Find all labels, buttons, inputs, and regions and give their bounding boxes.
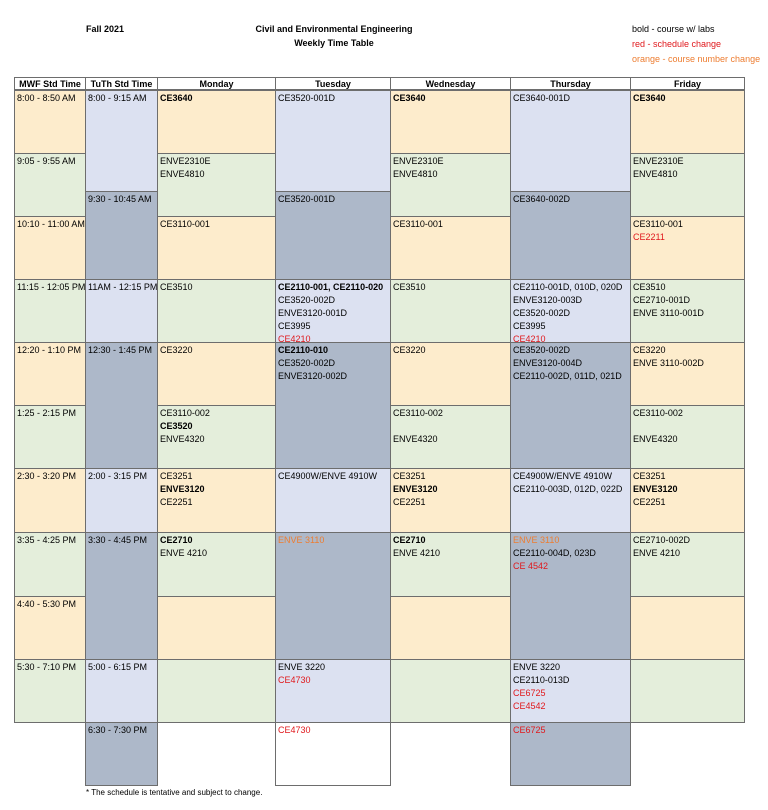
course-line: ENVE4320 [393, 434, 438, 444]
course-line: CE4210 [513, 334, 546, 343]
tuth-time-cell [85, 191, 158, 280]
course-line: CE3110-001 [393, 219, 443, 229]
course-line: 3:30 - 4:45 PM [88, 535, 148, 545]
page-subtitle: Weekly Time Table [294, 38, 374, 48]
course-line: CE4210 [278, 334, 311, 343]
course-line: CE2211 [633, 232, 665, 242]
thursday-slot-cell [510, 90, 631, 192]
course-line: CE3251 [160, 471, 193, 481]
course-line: CE 4542 [513, 561, 549, 571]
course-line: ENVE 3110 [278, 535, 325, 545]
course-line: ENVE2310E [160, 156, 211, 166]
course-line: CE6725 [513, 688, 546, 698]
tuesday-slot-cell [275, 532, 391, 660]
course-line: ENVE4320 [160, 434, 205, 444]
tuth-time-cell [85, 468, 158, 533]
course-line: CE2710 [393, 535, 426, 545]
monday-slot-cell [157, 659, 276, 723]
course-line: CE3995 [513, 321, 546, 331]
course-line: ENVE4810 [160, 169, 205, 179]
course-line: ENVE3120-002D [278, 371, 348, 381]
course-line: CE3220 [633, 345, 666, 355]
wednesday-slot-cell [390, 659, 511, 723]
course-line: CE4730 [278, 675, 311, 685]
mwf-time-cell [14, 279, 86, 343]
course-line: CE3510 [393, 282, 426, 292]
course-line: 4:40 - 5:30 PM [17, 599, 77, 609]
course-line: CE3251 [393, 471, 426, 481]
tuesday-slot-cell [275, 342, 391, 469]
monday-slot-cell [157, 405, 276, 469]
legend-bold: bold - course w/ labs [632, 24, 715, 34]
course-line: 11AM - 12:15 PM [88, 282, 158, 292]
mwf-time-cell [14, 90, 86, 154]
friday-slot-cell [630, 216, 745, 280]
course-line: CE3520-001D [278, 194, 336, 204]
column-header: Monday [157, 77, 276, 90]
tuesday-slot-cell [275, 90, 391, 192]
course-line: ENVE 3110-001D [633, 308, 704, 318]
wednesday-slot-cell [390, 342, 511, 406]
thursday-slot-cell [510, 659, 631, 723]
course-line: CE3220 [160, 345, 193, 355]
column-header: TuTh Std Time [85, 77, 158, 90]
course-line: CE2110-003D, 012D, 022D [513, 484, 623, 494]
mwf-time-cell [14, 216, 86, 280]
course-line: CE3110-002 [393, 408, 443, 418]
course-line: CE2710-001D [633, 295, 691, 305]
column-header: MWF Std Time [14, 77, 86, 90]
course-line: 8:00 - 8:50 AM [17, 93, 76, 103]
term-label: Fall 2021 [86, 24, 125, 34]
course-line: CE3640 [160, 93, 193, 103]
course-line: CE3640-002D [513, 194, 571, 204]
course-line: CE2110-013D [513, 675, 570, 685]
tuth-time-cell [85, 90, 158, 192]
monday-slot-cell [157, 216, 276, 280]
monday-slot-cell [157, 342, 276, 406]
course-line: 2:30 - 3:20 PM [17, 471, 77, 481]
wednesday-slot-cell [390, 468, 511, 533]
course-line: CE2110-001, CE2110-020 [278, 282, 384, 292]
course-line: 12:20 - 1:10 PM [17, 345, 82, 355]
course-line: 10:10 - 11:00 AM [17, 219, 85, 229]
course-line: CE2251 [633, 497, 666, 507]
course-line: ENVE4810 [633, 169, 678, 179]
page-title: Civil and Environmental Engineering [255, 24, 413, 34]
course-line: CE3520-001D [278, 93, 336, 103]
course-line: CE4542 [513, 701, 546, 711]
friday-slot-cell [630, 153, 745, 217]
course-line: ENVE3120 [393, 484, 438, 494]
course-line: ENVE3120 [160, 484, 205, 494]
course-line: CE3251 [633, 471, 666, 481]
wednesday-slot-cell [390, 153, 511, 217]
friday-slot-cell [630, 90, 745, 154]
course-line: 9:30 - 10:45 AM [88, 194, 152, 204]
column-header: Friday [630, 77, 745, 90]
mwf-time-cell [14, 532, 86, 597]
course-line: CE2110-001D, 010D, 020D [513, 282, 623, 292]
course-line: ENVE 4210 [160, 548, 208, 558]
monday-slot-cell [157, 532, 276, 597]
footnote: * The schedule is tentative and subject to change. [86, 788, 263, 797]
column-header: Thursday [510, 77, 631, 90]
friday-slot-cell [630, 405, 745, 469]
mwf-time-cell [14, 342, 86, 406]
course-line: CE2251 [393, 497, 426, 507]
course-line: ENVE 3110-002D [633, 358, 704, 368]
course-line: CE2110-010 [278, 345, 329, 355]
course-line: CE3110-002 [633, 408, 683, 418]
course-line: CE3995 [278, 321, 311, 331]
column-header: Wednesday [390, 77, 511, 90]
column-header: Tuesday [275, 77, 391, 90]
monday-slot-cell [157, 90, 276, 154]
course-line: ENVE3120-003D [513, 295, 583, 305]
legend-orange: orange - course number change [632, 54, 761, 64]
course-line: CE3520-002D [513, 345, 571, 355]
friday-slot-cell [630, 532, 745, 597]
course-line: ENVE 3220 [278, 662, 326, 672]
course-line: CE2110-004D, 023D [513, 548, 596, 558]
monday-slot-cell [157, 468, 276, 533]
course-line: 9:05 - 9:55 AM [17, 156, 76, 166]
course-line: CE3520-002D [278, 358, 336, 368]
course-line: ENVE3120 [633, 484, 678, 494]
course-line: 12:30 - 1:45 PM [88, 345, 153, 355]
wednesday-slot-cell [390, 216, 511, 280]
thursday-slot-cell [510, 468, 631, 533]
course-line: CE6725 [513, 725, 546, 735]
course-line: ENVE2310E [393, 156, 444, 166]
monday-slot-cell [157, 153, 276, 217]
thursday-slot-cell [510, 191, 631, 280]
course-line: 5:30 - 7:10 PM [17, 662, 77, 672]
friday-slot-cell [630, 279, 745, 343]
course-line: ENVE 4210 [393, 548, 441, 558]
wednesday-slot-cell [390, 90, 511, 154]
course-line: 8:00 - 9:15 AM [88, 93, 147, 103]
course-line: CE3520-002D [513, 308, 571, 318]
wednesday-slot-cell [390, 405, 511, 469]
tuth-time-cell [85, 532, 158, 660]
course-line: CE2710 [160, 535, 193, 545]
mwf-time-cell [14, 468, 86, 533]
course-line: 11:15 - 12:05 PM [17, 282, 86, 292]
course-line: CE4900W/ENVE 4910W [278, 471, 378, 481]
monday-slot-cell [157, 279, 276, 343]
friday-slot-cell [630, 468, 745, 533]
course-line: ENVE2310E [633, 156, 684, 166]
tuesday-slot-cell [275, 468, 391, 533]
course-line: CE2110-002D, 011D, 021D [513, 371, 622, 381]
mwf-time-cell [14, 405, 86, 469]
course-line: CE3640-001D [513, 93, 571, 103]
course-line: CE3520 [160, 421, 193, 431]
course-line: CE3510 [633, 282, 666, 292]
friday-slot-cell [630, 596, 745, 660]
course-line: ENVE4320 [633, 434, 678, 444]
course-line: 6:30 - 7:30 PM [88, 725, 148, 735]
course-line: ENVE3120-004D [513, 358, 583, 368]
course-line: CE4900W/ENVE 4910W [513, 471, 613, 481]
tuesday-slot-cell [275, 722, 391, 786]
tuesday-slot-cell [275, 279, 391, 343]
tuth-time-cell [85, 722, 158, 786]
mwf-time-cell [14, 659, 86, 723]
course-line: ENVE 3110 [513, 535, 560, 545]
friday-slot-cell [630, 342, 745, 406]
monday-slot-cell [157, 596, 276, 660]
tuth-time-cell [85, 342, 158, 469]
friday-slot-cell [630, 659, 745, 723]
course-line: CE3640 [633, 93, 666, 103]
mwf-time-cell [14, 153, 86, 217]
course-line: CE4730 [278, 725, 311, 735]
course-line: CE3510 [160, 282, 193, 292]
course-line: 5:00 - 6:15 PM [88, 662, 148, 672]
course-line: ENVE3120-001D [278, 308, 348, 318]
wednesday-slot-cell [390, 279, 511, 343]
course-line: 3:35 - 4:25 PM [17, 535, 77, 545]
course-line: CE3520-002D [278, 295, 336, 305]
thursday-slot-cell [510, 279, 631, 343]
course-line [393, 420, 508, 433]
legend-red: red - schedule change [632, 39, 722, 49]
course-line: CE3220 [393, 345, 426, 355]
wednesday-slot-cell [390, 532, 511, 597]
tuth-time-cell [85, 659, 158, 723]
tuesday-slot-cell [275, 191, 391, 280]
course-line: 2:00 - 3:15 PM [88, 471, 148, 481]
course-line: ENVE 4210 [633, 548, 681, 558]
course-line: CE3110-002 [160, 408, 210, 418]
wednesday-slot-cell [390, 596, 511, 660]
thursday-slot-cell [510, 342, 631, 469]
tuesday-slot-cell [275, 659, 391, 723]
mwf-time-cell [14, 596, 86, 660]
thursday-slot-cell [510, 722, 631, 786]
course-line: CE3640 [393, 93, 426, 103]
course-line: 1:25 - 2:15 PM [17, 408, 77, 418]
thursday-slot-cell [510, 532, 631, 660]
course-line: CE2710-002D [633, 535, 691, 545]
course-line: CE3110-001 [633, 219, 683, 229]
tuth-time-cell [85, 279, 158, 343]
course-line: CE3110-001 [160, 219, 210, 229]
course-line [633, 420, 742, 433]
course-line: ENVE 3220 [513, 662, 561, 672]
course-line: CE2251 [160, 497, 193, 507]
course-line: ENVE4810 [393, 169, 438, 179]
